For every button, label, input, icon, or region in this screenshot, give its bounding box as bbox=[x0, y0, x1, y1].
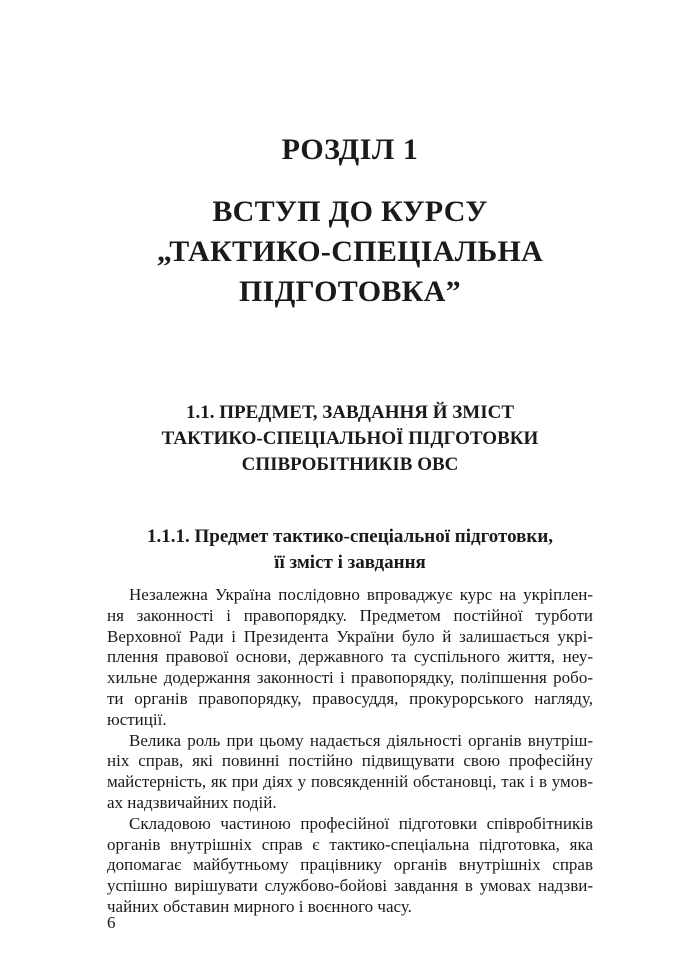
body-text bbox=[107, 585, 593, 918]
body-line: ня законності і правопорядку. Предметом постійної турботи bbox=[107, 605, 593, 625]
body-line: Незалежна Україна послідовно впроваджує курс на укріплен- bbox=[129, 585, 593, 604]
body-line: чайних обставин мирного і воєнного часу. bbox=[107, 896, 412, 916]
body-line: успішно вирішувати службово-бойові завдання в умовах надзви- bbox=[107, 876, 593, 896]
body-line: Велика роль при цьому надається діяльності органів внутріш- bbox=[129, 730, 593, 750]
body-line: юстиції. bbox=[107, 709, 167, 729]
chapter-title bbox=[0, 192, 700, 312]
chapter-title-line: „ТАКТИКО-СПЕЦІАЛЬНА bbox=[156, 235, 544, 268]
body-line: майстерність, як при діях у повсякденній обстановці, так і в умов- bbox=[107, 772, 593, 792]
subsection-heading bbox=[0, 524, 700, 576]
body-line: плення правової основи, державного та суспільного життя, неу- bbox=[107, 647, 593, 667]
body-line: ах надзвичайних подій. bbox=[107, 792, 277, 812]
chapter-title-line: ПІДГОТОВКА” bbox=[238, 275, 461, 308]
subsection-heading-line: її зміст і завдання bbox=[274, 552, 426, 573]
body-line: ніх справ, які повинні постійно підвищувати свою професійну bbox=[107, 751, 593, 771]
body-line: ти органів правопорядку, правосуддя, прокурорського нагляду, bbox=[107, 688, 593, 708]
section-heading-line: 1.1. ПРЕДМЕТ, ЗАВДАННЯ Й ЗМІСТ bbox=[185, 402, 515, 423]
chapter-label: РОЗДІЛ 1 bbox=[281, 133, 419, 166]
chapter-title-line: ВСТУП ДО КУРСУ bbox=[212, 195, 488, 228]
section-heading bbox=[0, 400, 700, 478]
page-number: 6 bbox=[107, 913, 116, 932]
body-line: Складовою частиною професійної підготовки співробітників bbox=[129, 813, 593, 833]
body-line: Верховної Ради і Президента України було й залишається укрі- bbox=[107, 626, 593, 646]
section-heading-line: СПІВРОБІТНИКІВ ОВС bbox=[241, 454, 459, 475]
body-line: хильне додержання законності і правопорядку, поліпшення робо- bbox=[107, 668, 593, 688]
body-line: допомагає майбутньому працівнику органів внутрішніх справ bbox=[107, 855, 593, 875]
body-line: органів внутрішніх справ є тактико-спеціальна підготовка, яка bbox=[107, 834, 593, 854]
subsection-heading-line: 1.1.1. Предмет тактико-спеціальної підготовки, bbox=[146, 526, 554, 547]
section-heading-line: ТАКТИКО-СПЕЦІАЛЬНОЇ ПІДГОТОВКИ bbox=[161, 428, 539, 449]
